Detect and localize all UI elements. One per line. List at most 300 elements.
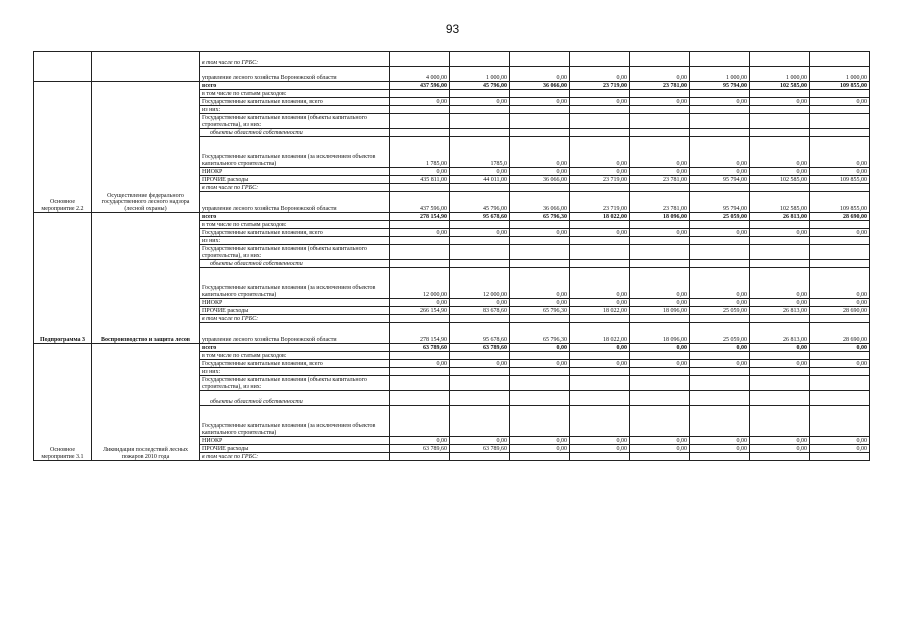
amount-cell: 0,00 <box>690 445 750 453</box>
amount-cell <box>450 106 510 114</box>
amount-cell <box>450 90 510 98</box>
amount-cell: 0,00 <box>750 137 810 168</box>
amount-cell: 0,00 <box>810 268 870 299</box>
amount-cell: 0,00 <box>390 437 450 445</box>
amount-cell: 0,00 <box>450 98 510 106</box>
amount-cell <box>690 315 750 323</box>
amount-cell <box>630 260 690 268</box>
amount-cell: 0,00 <box>390 98 450 106</box>
amount-cell: 0,00 <box>570 98 630 106</box>
amount-cell <box>810 52 870 67</box>
amount-cell: 0,00 <box>630 137 690 168</box>
amount-cell <box>450 391 510 406</box>
amount-cell: 63 789,60 <box>390 445 450 453</box>
amount-cell: 4 000,00 <box>390 67 450 82</box>
amount-cell: 23 781,00 <box>630 192 690 213</box>
amount-cell <box>810 376 870 391</box>
amount-cell: 0,00 <box>390 299 450 307</box>
expense-item-cell: из них: <box>200 368 390 376</box>
amount-cell <box>510 391 570 406</box>
amount-cell <box>630 453 690 461</box>
amount-cell <box>390 221 450 229</box>
amount-cell <box>450 245 510 260</box>
amount-cell <box>390 315 450 323</box>
amount-cell <box>690 406 750 437</box>
amount-cell: 23 781,00 <box>630 176 690 184</box>
amount-cell <box>570 453 630 461</box>
amount-cell: 23 719,00 <box>570 192 630 213</box>
expense-item-cell: Государственные капитальные вложения, всего <box>200 360 390 368</box>
amount-cell: 0,00 <box>450 360 510 368</box>
amount-cell: 0,00 <box>690 437 750 445</box>
amount-cell <box>690 90 750 98</box>
amount-cell: 435 811,00 <box>390 176 450 184</box>
amount-cell: 0,00 <box>510 137 570 168</box>
expense-item-cell: Государственные капитальные вложения (объекты капитального строительства), из них: <box>200 376 390 391</box>
amount-cell: 63 789,60 <box>450 445 510 453</box>
amount-cell <box>690 106 750 114</box>
amount-cell: 26 813,00 <box>750 307 810 315</box>
amount-cell <box>570 406 630 437</box>
amount-cell: 0,00 <box>630 168 690 176</box>
amount-cell: 109 855,00 <box>810 82 870 90</box>
amount-cell: 102 585,00 <box>750 192 810 213</box>
amount-cell: 109 855,00 <box>810 192 870 213</box>
amount-cell: 63 789,60 <box>390 344 450 352</box>
expense-item-cell: объекты областной собственности <box>200 129 390 137</box>
expense-item-cell: в том числе по ГРБС: <box>200 315 390 323</box>
amount-cell: 0,00 <box>570 437 630 445</box>
amount-cell: 0,00 <box>750 229 810 237</box>
amount-cell: 0,00 <box>750 437 810 445</box>
amount-cell: 18 096,00 <box>630 323 690 344</box>
amount-cell <box>750 376 810 391</box>
amount-cell <box>750 106 810 114</box>
table-row <box>34 82 870 90</box>
amount-cell <box>390 260 450 268</box>
amount-cell: 0,00 <box>750 168 810 176</box>
amount-cell: 36 066,00 <box>510 82 570 90</box>
expense-item-cell: всего <box>200 344 390 352</box>
amount-cell: 12 000,00 <box>450 268 510 299</box>
expense-item-cell: Государственные капитальные вложения (объекты капитального строительства), из них: <box>200 245 390 260</box>
amount-cell: 0,00 <box>450 229 510 237</box>
amount-cell <box>750 245 810 260</box>
amount-cell <box>810 391 870 406</box>
amount-cell: 437 596,00 <box>390 82 450 90</box>
expense-item-cell: Государственные капитальные вложения, всего <box>200 229 390 237</box>
amount-cell <box>570 352 630 360</box>
expense-item-cell: в том числе по статьям расходов: <box>200 90 390 98</box>
amount-cell <box>690 129 750 137</box>
expense-item-cell: НИОКР <box>200 299 390 307</box>
amount-cell <box>450 260 510 268</box>
amount-cell: 0,00 <box>390 168 450 176</box>
amount-cell: 0,00 <box>570 268 630 299</box>
amount-cell <box>630 391 690 406</box>
expense-item-cell: Государственные капитальные вложения (за исключением объектов капитального строительства) <box>200 406 390 437</box>
amount-cell: 28 690,00 <box>810 323 870 344</box>
amount-cell <box>570 315 630 323</box>
amount-cell <box>810 260 870 268</box>
amount-cell: 0,00 <box>810 445 870 453</box>
amount-cell: 0,00 <box>570 445 630 453</box>
amount-cell <box>690 368 750 376</box>
expense-item-cell: в том числе по статьям расходов: <box>200 352 390 360</box>
amount-cell <box>510 245 570 260</box>
expense-item-cell: Государственные капитальные вложения (объекты капитального строительства), из них: <box>200 114 390 129</box>
amount-cell <box>450 237 510 245</box>
amount-cell: 0,00 <box>630 437 690 445</box>
amount-cell <box>450 368 510 376</box>
amount-cell: 0,00 <box>510 229 570 237</box>
amount-cell <box>450 221 510 229</box>
amount-cell: 36 066,00 <box>510 192 570 213</box>
amount-cell: 0,00 <box>810 137 870 168</box>
amount-cell <box>750 129 810 137</box>
amount-cell <box>630 406 690 437</box>
amount-cell: 18 022,00 <box>570 213 630 221</box>
amount-cell: 25 059,00 <box>690 213 750 221</box>
amount-cell: 18 022,00 <box>570 307 630 315</box>
program-code-cell: Подпрограмма 3 <box>34 213 92 344</box>
amount-cell: 18 096,00 <box>630 213 690 221</box>
amount-cell <box>570 368 630 376</box>
amount-cell: 1 000,00 <box>750 67 810 82</box>
amount-cell: 0,00 <box>570 168 630 176</box>
amount-cell: 0,00 <box>510 268 570 299</box>
amount-cell: 1 000,00 <box>810 67 870 82</box>
expense-item-cell: ПРОЧИЕ расходы <box>200 307 390 315</box>
amount-cell: 1 000,00 <box>690 67 750 82</box>
amount-cell: 65 796,30 <box>510 323 570 344</box>
amount-cell: 0,00 <box>630 229 690 237</box>
amount-cell <box>810 368 870 376</box>
expense-item-cell: управление лесного хозяйства Воронежской области <box>200 192 390 213</box>
amount-cell: 18 096,00 <box>630 307 690 315</box>
amount-cell: 0,00 <box>510 360 570 368</box>
amount-cell: 0,00 <box>810 360 870 368</box>
amount-cell: 0,00 <box>630 268 690 299</box>
amount-cell: 25 059,00 <box>690 307 750 315</box>
amount-cell <box>510 260 570 268</box>
amount-cell <box>750 184 810 192</box>
amount-cell <box>390 406 450 437</box>
amount-cell <box>750 221 810 229</box>
amount-cell: 437 596,00 <box>390 192 450 213</box>
amount-cell: 0,00 <box>570 137 630 168</box>
expense-item-cell: ПРОЧИЕ расходы <box>200 445 390 453</box>
amount-cell: 266 154,90 <box>390 307 450 315</box>
amount-cell: 1 785,00 <box>390 137 450 168</box>
expense-item-cell: в том числе по статьям расходов: <box>200 221 390 229</box>
amount-cell <box>450 114 510 129</box>
amount-cell: 0,00 <box>690 299 750 307</box>
amount-cell <box>810 245 870 260</box>
amount-cell <box>690 184 750 192</box>
amount-cell <box>630 129 690 137</box>
amount-cell <box>690 52 750 67</box>
expense-item-cell: управление лесного хозяйства Воронежской области <box>200 323 390 344</box>
expense-item-cell: НИОКР <box>200 168 390 176</box>
amount-cell: 23 719,00 <box>570 176 630 184</box>
amount-cell <box>510 406 570 437</box>
amount-cell: 109 855,00 <box>810 176 870 184</box>
expense-item-cell: всего <box>200 82 390 90</box>
amount-cell: 0,00 <box>510 98 570 106</box>
amount-cell <box>450 376 510 391</box>
amount-cell <box>810 453 870 461</box>
amount-cell: 44 011,00 <box>450 176 510 184</box>
amount-cell <box>510 184 570 192</box>
amount-cell <box>450 315 510 323</box>
amount-cell <box>750 260 810 268</box>
expense-item-cell: в том числе по ГРБС: <box>200 52 390 67</box>
table-row <box>34 213 870 221</box>
amount-cell <box>690 260 750 268</box>
amount-cell: 0,00 <box>750 344 810 352</box>
amount-cell <box>690 453 750 461</box>
amount-cell: 28 690,00 <box>810 307 870 315</box>
amount-cell: 0,00 <box>690 137 750 168</box>
amount-cell <box>390 184 450 192</box>
program-name-cell: Ликвидация последствий лесных пожаров 2010 года <box>92 344 200 461</box>
amount-cell: 95 678,60 <box>450 323 510 344</box>
amount-cell: 0,00 <box>510 168 570 176</box>
amount-cell <box>510 315 570 323</box>
amount-cell: 23 719,00 <box>570 82 630 90</box>
amount-cell <box>450 52 510 67</box>
amount-cell: 0,00 <box>630 344 690 352</box>
amount-cell: 102 585,00 <box>750 176 810 184</box>
amount-cell <box>510 129 570 137</box>
amount-cell <box>690 237 750 245</box>
expense-item-cell: Государственные капитальные вложения (за исключением объектов капитального строительства) <box>200 268 390 299</box>
amount-cell: 45 796,00 <box>450 82 510 90</box>
amount-cell <box>570 260 630 268</box>
amount-cell <box>510 352 570 360</box>
amount-cell: 36 066,00 <box>510 176 570 184</box>
amount-cell: 95 794,00 <box>690 176 750 184</box>
amount-cell: 278 154,90 <box>390 213 450 221</box>
amount-cell <box>510 376 570 391</box>
amount-cell: 65 796,30 <box>510 307 570 315</box>
expense-item-cell: управление лесного хозяйства Воронежской области <box>200 67 390 82</box>
expense-item-cell: в том числе по ГРБС: <box>200 184 390 192</box>
amount-cell <box>810 90 870 98</box>
program-name-cell: Осуществление федерального государственного лесного надзора (лесной охраны) <box>92 82 200 213</box>
amount-cell: 0,00 <box>450 168 510 176</box>
amount-cell <box>390 368 450 376</box>
amount-cell <box>390 245 450 260</box>
amount-cell <box>390 114 450 129</box>
amount-cell: 0,00 <box>690 360 750 368</box>
amount-cell: 18 022,00 <box>570 323 630 344</box>
amount-cell: 25 059,00 <box>690 323 750 344</box>
amount-cell <box>810 237 870 245</box>
amount-cell: 0,00 <box>750 445 810 453</box>
amount-cell <box>810 352 870 360</box>
amount-cell <box>750 368 810 376</box>
amount-cell <box>630 245 690 260</box>
amount-cell <box>630 315 690 323</box>
amount-cell <box>390 237 450 245</box>
amount-cell <box>630 184 690 192</box>
expense-item-cell: из них: <box>200 106 390 114</box>
amount-cell <box>510 114 570 129</box>
amount-cell: 1785,0 <box>450 137 510 168</box>
amount-cell: 0,00 <box>690 268 750 299</box>
amount-cell <box>390 352 450 360</box>
amount-cell <box>390 52 450 67</box>
amount-cell <box>570 90 630 98</box>
amount-cell <box>390 391 450 406</box>
amount-cell: 0,00 <box>570 299 630 307</box>
amount-cell: 0,00 <box>810 299 870 307</box>
expense-item-cell: в том числе по ГРБС: <box>200 453 390 461</box>
amount-cell: 0,00 <box>690 344 750 352</box>
amount-cell <box>570 221 630 229</box>
amount-cell <box>570 52 630 67</box>
amount-cell <box>630 106 690 114</box>
amount-cell: 1 000,00 <box>450 67 510 82</box>
amount-cell: 0,00 <box>810 344 870 352</box>
amount-cell: 0,00 <box>510 299 570 307</box>
amount-cell <box>630 52 690 67</box>
amount-cell <box>570 245 630 260</box>
amount-cell <box>750 237 810 245</box>
amount-cell <box>510 453 570 461</box>
amount-cell <box>810 315 870 323</box>
expense-item-cell: из них: <box>200 237 390 245</box>
amount-cell <box>450 129 510 137</box>
amount-cell: 26 813,00 <box>750 213 810 221</box>
budget-table <box>33 51 870 461</box>
amount-cell <box>390 129 450 137</box>
amount-cell: 28 690,00 <box>810 213 870 221</box>
amount-cell <box>390 376 450 391</box>
expense-item-cell: ПРОЧИЕ расходы <box>200 176 390 184</box>
amount-cell <box>570 114 630 129</box>
amount-cell: 12 000,00 <box>390 268 450 299</box>
amount-cell <box>750 90 810 98</box>
amount-cell: 65 796,30 <box>510 213 570 221</box>
amount-cell <box>630 90 690 98</box>
amount-cell: 23 781,00 <box>630 82 690 90</box>
amount-cell: 0,00 <box>690 98 750 106</box>
amount-cell: 83 678,60 <box>450 307 510 315</box>
amount-cell <box>750 352 810 360</box>
amount-cell: 102 585,00 <box>750 82 810 90</box>
amount-cell <box>510 52 570 67</box>
amount-cell <box>690 352 750 360</box>
amount-cell <box>510 90 570 98</box>
amount-cell <box>510 368 570 376</box>
amount-cell: 0,00 <box>750 360 810 368</box>
expense-item-cell: объекты областной собственности <box>200 391 390 406</box>
program-name-cell <box>92 52 200 82</box>
amount-cell <box>390 106 450 114</box>
amount-cell <box>750 114 810 129</box>
amount-cell <box>570 376 630 391</box>
amount-cell: 0,00 <box>810 98 870 106</box>
amount-cell <box>750 391 810 406</box>
amount-cell: 0,00 <box>390 229 450 237</box>
amount-cell: 45 796,00 <box>450 192 510 213</box>
amount-cell <box>450 453 510 461</box>
program-name-cell: Воспроизводство и защита лесов <box>92 213 200 344</box>
amount-cell <box>690 391 750 406</box>
expense-item-cell: всего <box>200 213 390 221</box>
amount-cell <box>510 221 570 229</box>
amount-cell <box>450 406 510 437</box>
program-code-cell: Основное мероприятие 3.1 <box>34 344 92 461</box>
amount-cell: 0,00 <box>630 360 690 368</box>
program-code-cell: Основное мероприятие 2.2 <box>34 82 92 213</box>
amount-cell: 95 794,00 <box>690 192 750 213</box>
amount-cell: 0,00 <box>450 299 510 307</box>
amount-cell: 95 678,60 <box>450 213 510 221</box>
amount-cell <box>510 106 570 114</box>
amount-cell <box>390 453 450 461</box>
amount-cell <box>570 391 630 406</box>
amount-cell: 0,00 <box>630 98 690 106</box>
amount-cell <box>570 129 630 137</box>
amount-cell <box>750 453 810 461</box>
amount-cell <box>630 114 690 129</box>
amount-cell: 0,00 <box>810 168 870 176</box>
expense-item-cell: Государственные капитальные вложения (за исключением объектов капитального строительства) <box>200 137 390 168</box>
amount-cell <box>810 106 870 114</box>
amount-cell: 0,00 <box>630 445 690 453</box>
amount-cell: 0,00 <box>510 344 570 352</box>
amount-cell: 0,00 <box>810 437 870 445</box>
amount-cell <box>570 184 630 192</box>
amount-cell <box>450 352 510 360</box>
expense-item-cell: НИОКР <box>200 437 390 445</box>
amount-cell <box>810 406 870 437</box>
amount-cell: 0,00 <box>630 299 690 307</box>
amount-cell <box>510 237 570 245</box>
amount-cell: 95 794,00 <box>690 82 750 90</box>
amount-cell: 0,00 <box>450 437 510 445</box>
amount-cell <box>810 129 870 137</box>
amount-cell: 0,00 <box>630 67 690 82</box>
table-row <box>34 52 870 67</box>
amount-cell: 0,00 <box>570 67 630 82</box>
program-code-cell <box>34 52 92 82</box>
amount-cell <box>810 221 870 229</box>
page-number: 93 <box>445 22 460 36</box>
amount-cell: 0,00 <box>510 445 570 453</box>
amount-cell <box>690 114 750 129</box>
amount-cell: 26 813,00 <box>750 323 810 344</box>
amount-cell <box>750 315 810 323</box>
amount-cell <box>450 184 510 192</box>
amount-cell <box>570 106 630 114</box>
amount-cell: 63 789,60 <box>450 344 510 352</box>
amount-cell <box>690 376 750 391</box>
amount-cell <box>630 352 690 360</box>
amount-cell <box>630 376 690 391</box>
amount-cell: 0,00 <box>690 229 750 237</box>
amount-cell: 0,00 <box>750 98 810 106</box>
expense-item-cell: Государственные капитальные вложения, всего <box>200 98 390 106</box>
amount-cell: 0,00 <box>690 168 750 176</box>
table-row <box>34 344 870 352</box>
amount-cell: 0,00 <box>510 437 570 445</box>
amount-cell <box>810 184 870 192</box>
